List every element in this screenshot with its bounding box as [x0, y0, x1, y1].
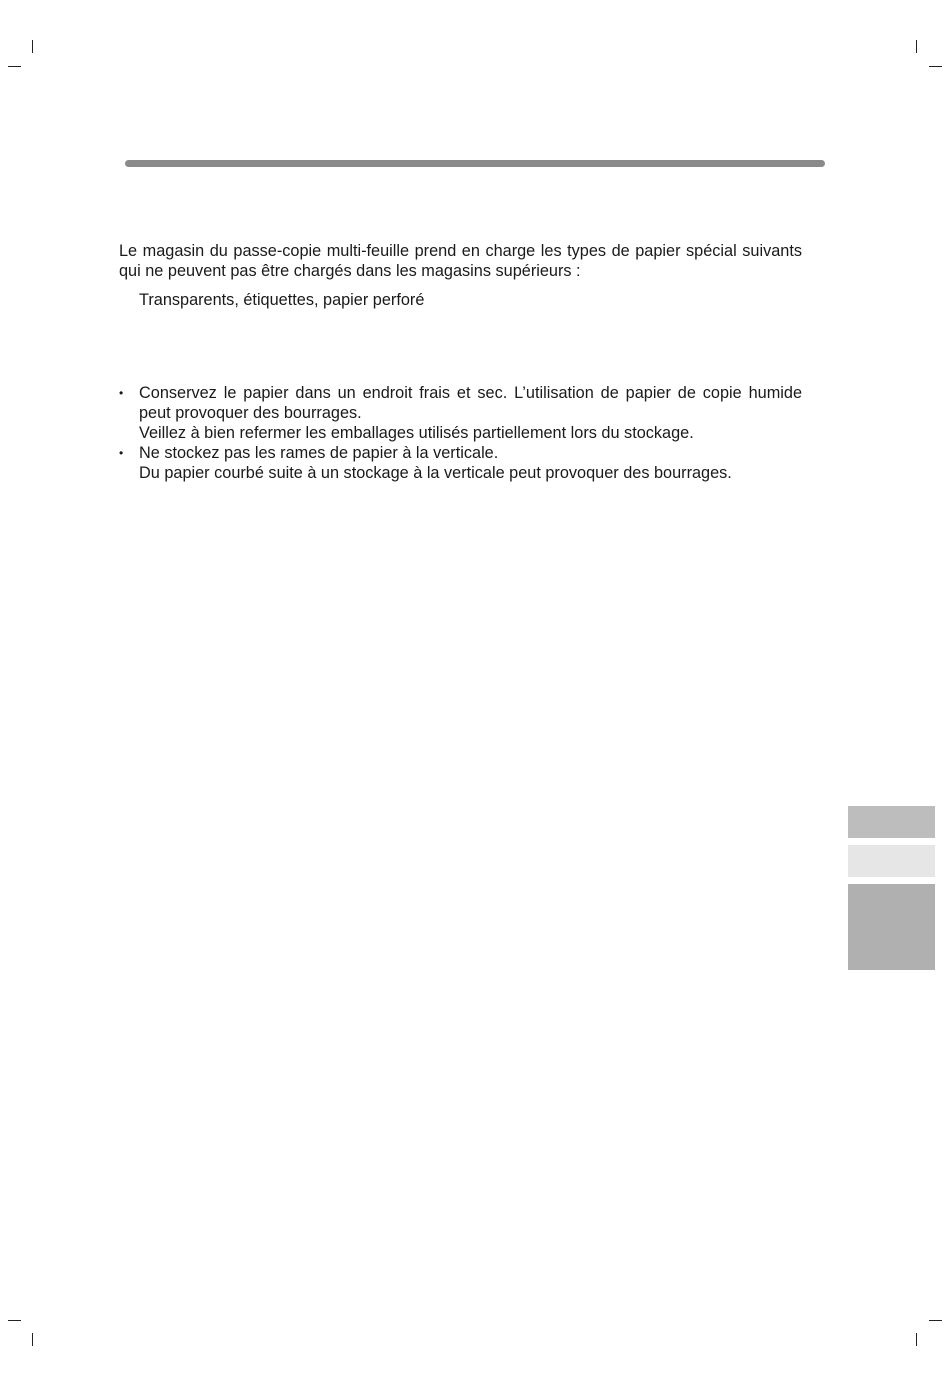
- bullet-icon: •: [119, 386, 124, 400]
- crop-mark-top-left-v: [32, 40, 33, 53]
- list-item: [119, 383, 802, 443]
- crop-mark-bottom-left-h: [8, 1320, 21, 1321]
- intro-paragraph: Le magasin du passe-copie multi-feuille prend en charge les types de papier spécial suivants qui ne peuvent pas être chargés dans les magasins supérieurs :: [119, 242, 802, 280]
- storage-tip-sub: Du papier courbé suite à un stockage à la verticale peut provoquer des bourrages.: [139, 464, 732, 482]
- crop-mark-bottom-left-v: [32, 1333, 33, 1346]
- storage-tip-sub: Veillez à bien refermer les emballages utilisés partiellement lors du stockage.: [139, 424, 694, 442]
- chapter-tab: [848, 806, 935, 838]
- special-paper-types: Transparents, étiquettes, papier perforé: [139, 291, 425, 309]
- crop-mark-bottom-right-h: [929, 1320, 942, 1321]
- chapter-tab-active: [848, 884, 935, 970]
- chapter-tab: [848, 845, 935, 877]
- crop-mark-top-right-h: [929, 66, 942, 67]
- header-rule: [125, 160, 825, 167]
- crop-mark-bottom-right-v: [916, 1333, 917, 1346]
- storage-tip-main: Ne stockez pas les rames de papier à la verticale.: [139, 444, 499, 462]
- crop-mark-top-right-v: [916, 40, 917, 53]
- crop-mark-top-left-h: [8, 66, 21, 67]
- list-item: [119, 443, 802, 483]
- bullet-icon: •: [119, 446, 124, 460]
- storage-tips-list: [119, 383, 802, 483]
- storage-tip-main: Conservez le papier dans un endroit frais et sec. L’utilisation de papier de copie humide peut provoquer des bourrages.: [139, 384, 802, 422]
